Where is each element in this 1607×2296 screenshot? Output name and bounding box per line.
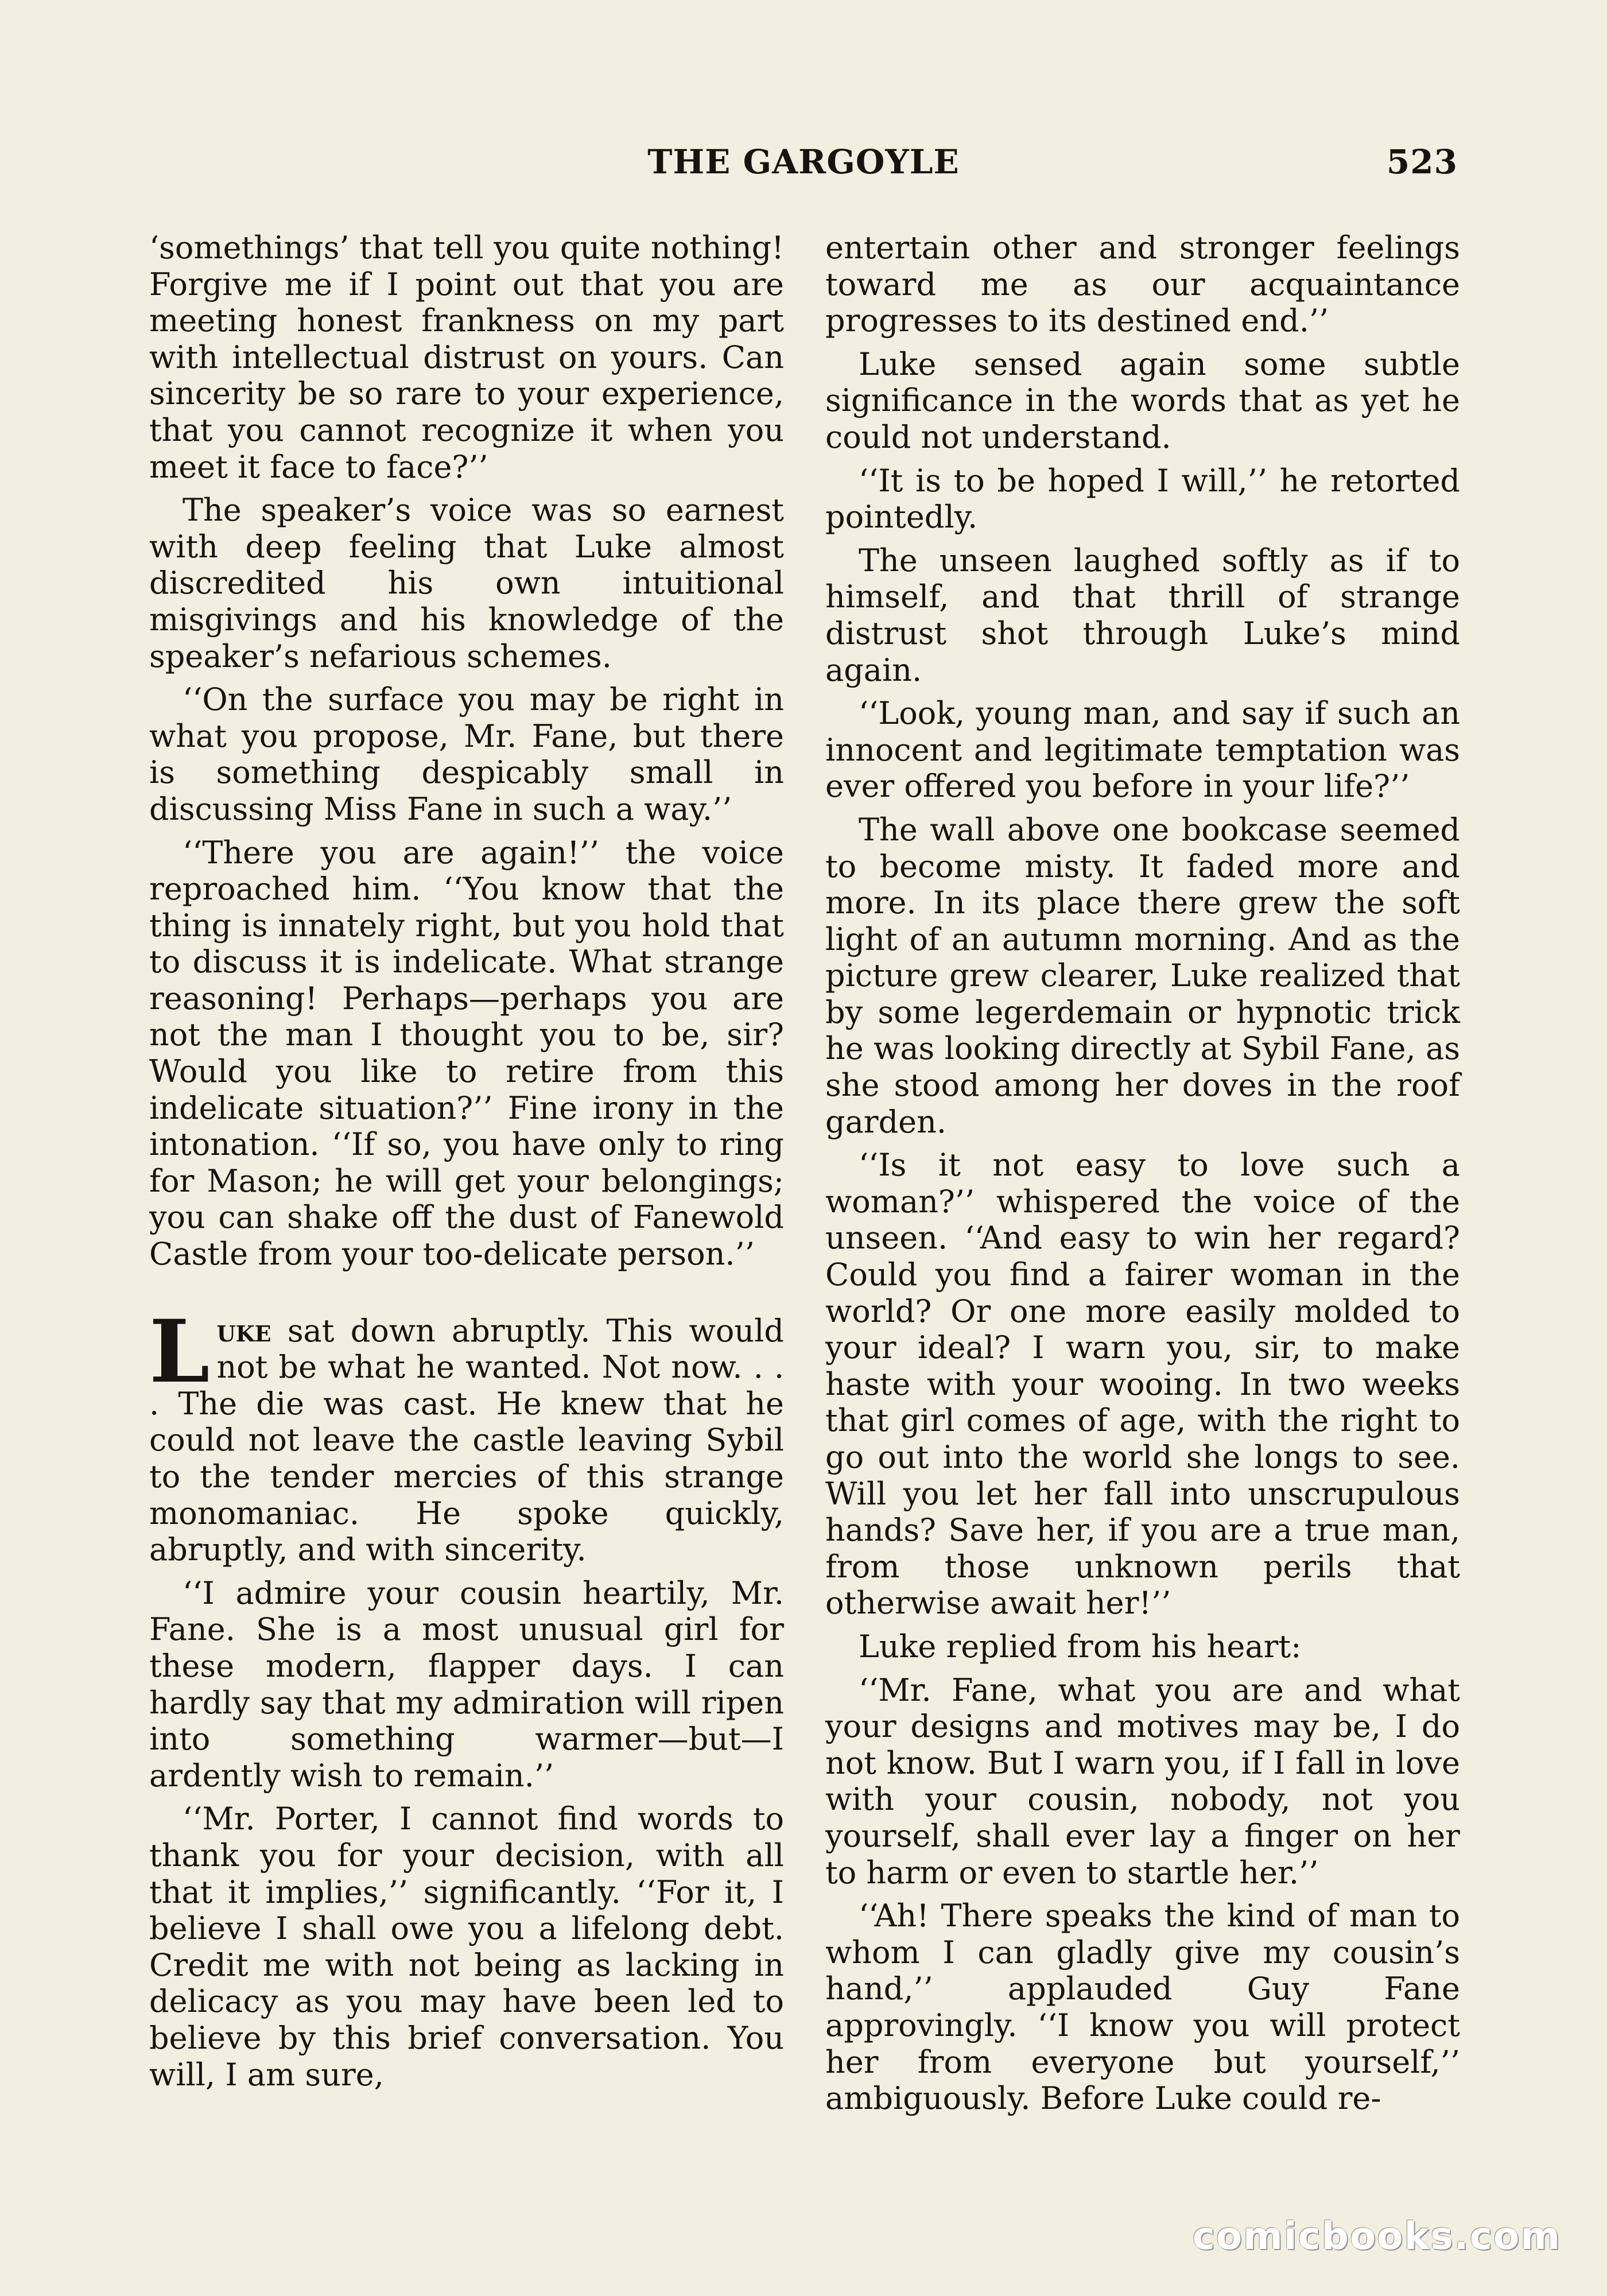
paragraph: Luke replied from his heart: [859, 1628, 1302, 1665]
watermark: comicbooks.com [1192, 2214, 1561, 2258]
paragraph: ‘‘Ah! There speaks the kind of man to whom I can gladly give my cousin’s hand,’’ applauded Guy Fane approvingly. ‘‘I know you will protect her from everyone but yourself,’’ ambiguously. Before Luke could re- [825, 1898, 1460, 2117]
section-lead-paragraph [149, 1301, 784, 1568]
lead-smallcaps: uke [216, 1312, 271, 1349]
right-column [825, 230, 1460, 2124]
drop-cap: L [149, 1301, 210, 1402]
paragraph: The speaker’s voice was so earnest with deep feeling that Luke almost discredited his own intuitional misgivings and his knowledge of the speaker’s nefarious schemes. [149, 492, 784, 674]
paragraph: ‘‘There you are again!’’ the voice reproached him. ‘‘You know that the thing is innately right, but you hold that to discuss it is indelicate. What strange reasoning! Perhaps—perhaps you are not the man I thought you to be, sir? Would you like to retire from this indelicate situation?’’ Fine irony in the intonation. ‘‘If so, you have only to ring for Mason; he will get your belongings; you can shake off the dust of Fanewold Castle from your too-delicate person.’’ [149, 834, 784, 1273]
paragraph: ‘‘Is it not easy to love such a woman?’’ whispered the voice of the unseen. ‘‘And easy to win her regard? Could you find a fairer woman in the world? Or one more easily molded to your ideal? I warn you, sir, to make haste with your wooing. In two weeks that girl comes of age, with the right to go out into the world she longs to see. Will you let her fall into unscrupulous hands? Save her, if you are a true man, from those unknown perils that otherwise await her!’’ [825, 1147, 1460, 1622]
paragraph: Luke sensed again some subtle significance in the words that as yet he could not understand. [825, 346, 1460, 455]
paragraph: ‘‘On the surface you may be right in what you propose, Mr. Fane, but there is something despicably small in discussing Miss Fane in such a way.’’ [149, 681, 784, 827]
left-column [149, 230, 784, 2100]
paragraph: ‘‘Look, young man, and say if such an innocent and legitimate temptation was ever offered you before in your life?’’ [825, 695, 1460, 805]
paragraph: ‘somethings’ that tell you quite nothing! Forgive me if I point out that you are meeting honest frankness on my part with intellectual distrust on yours. Can sincerity be so rare to your experience, that you cannot recognize it when you meet it face to face?’’ [149, 230, 784, 485]
paragraph: ‘‘Mr. Fane, what you are and what your designs and motives may be, I do not know. But I warn you, if I fall in love with your cousin, nobody, not you yourself, shall ever lay a finger on her to harm or even to startle her.’’ [825, 1671, 1460, 1891]
page-number: 523 [1386, 142, 1458, 181]
running-title: THE GARGOYLE [647, 142, 960, 181]
paragraph: ‘‘I admire your cousin heartily, Mr. Fane. She is a most unusual girl for these modern, flapper days. I can hardly say that my admiration will ripen into something warmer—but—I ardently wish to remain.’’ [149, 1574, 784, 1794]
paragraph: The wall above one bookcase seemed to become misty. It faded more and more. In its place there grew the soft light of an autumn morning. And as the picture grew clearer, Luke realized that by some legerdemain or hypnotic trick he was looking directly at Sybil Fane, as she stood among her doves in the roof garden. [825, 811, 1460, 1140]
paragraph: ‘‘Mr. Porter, I cannot find words to thank you for your decision, with all that it implies,’’ significantly. ‘‘For it, I believe I shall owe you a lifelong debt. Credit me with not being as lacking in delicacy as you may have been led to believe by this brief conversation. You will, I am sure, [149, 1801, 784, 2093]
page-header [149, 142, 1458, 188]
paragraph: The unseen laughed softly as if to himself, and that thrill of strange distrust shot through Luke’s mind again. [825, 542, 1460, 688]
paragraph: ‘‘It is to be hoped I will,’’ he retorted pointedly. [825, 462, 1460, 536]
paragraph: entertain other and stronger feelings toward me as our acquaintance progresses to its destined end.’’ [825, 230, 1460, 339]
lead-text: sat down abruptly. This would not be what he wanted. Not now. . . . The die was cast. He knew that he could not leave the castle leaving Sybil to the tender mercies of this strange monomaniac. He spoke quickly, abruptly, and with sincerity. [149, 1312, 784, 1568]
